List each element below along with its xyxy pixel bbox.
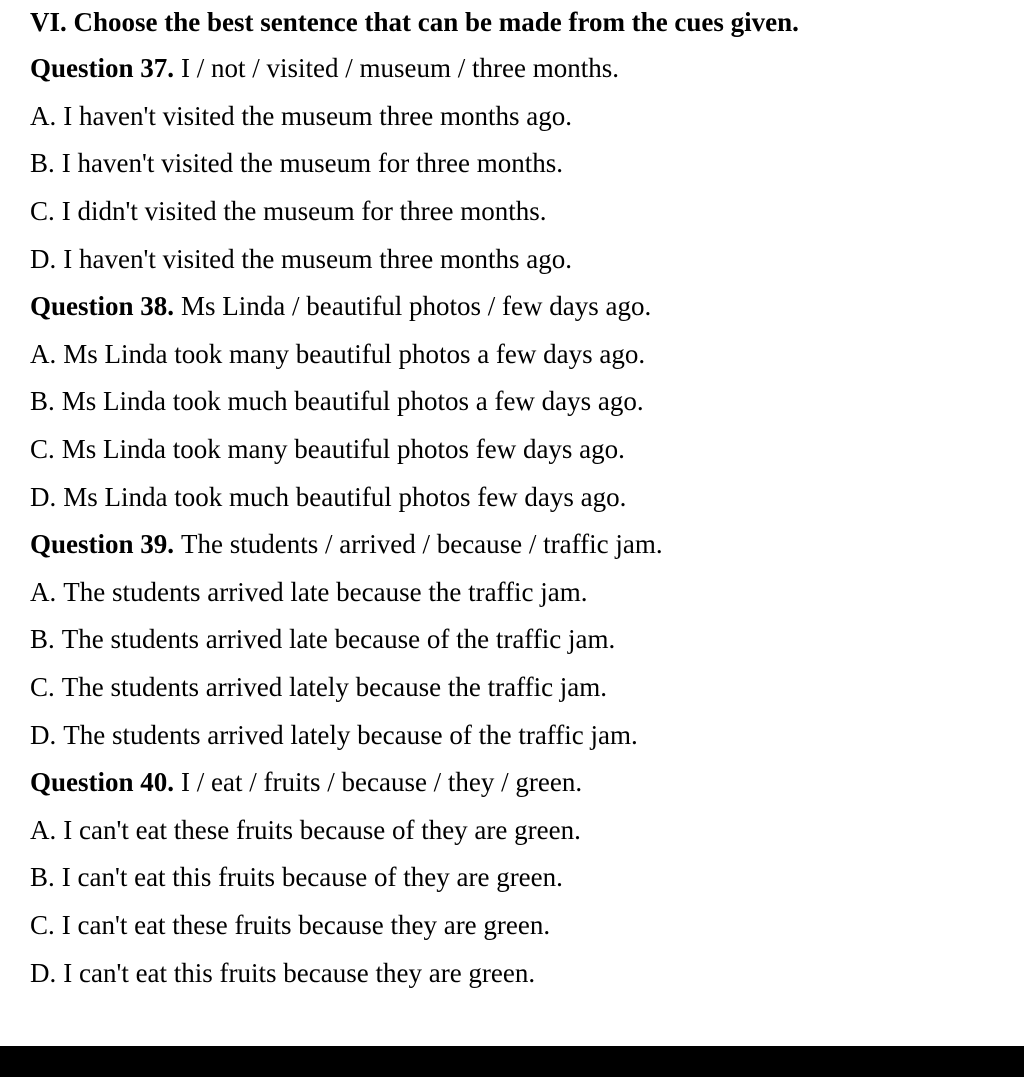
option-letter: D.	[30, 957, 57, 988]
option-letter: D.	[30, 243, 57, 274]
option-letter: A.	[30, 100, 57, 131]
option-c[interactable]	[30, 664, 1010, 712]
question-cue: I / not / visited / museum / three months.	[181, 53, 619, 84]
question-cue: The students / arrived / because / traffic jam.	[181, 529, 663, 560]
worksheet	[30, 0, 1010, 997]
option-text: I can't eat these fruits because of they are green.	[63, 814, 581, 845]
option-text: I didn't visited the museum for three months.	[61, 196, 547, 227]
option-d[interactable]	[30, 235, 1010, 283]
option-text: Ms Linda took many beautiful photos a few days ago.	[63, 338, 646, 369]
option-a[interactable]	[30, 807, 1010, 855]
option-text: I haven't visited the museum three months ago.	[63, 243, 573, 274]
option-letter: B.	[30, 862, 55, 893]
option-letter: C.	[30, 434, 55, 465]
option-a[interactable]	[30, 569, 1010, 617]
option-text: I can't eat this fruits because of they are green.	[61, 862, 563, 893]
option-text: The students arrived lately because of the traffic jam.	[63, 719, 638, 750]
option-letter: C.	[30, 909, 55, 940]
option-text: The students arrived late because the traffic jam.	[63, 576, 588, 607]
question-38	[30, 283, 1010, 331]
option-c[interactable]	[30, 426, 1010, 474]
option-letter: A.	[30, 576, 57, 607]
option-text: The students arrived lately because the traffic jam.	[61, 672, 608, 703]
option-c[interactable]	[30, 902, 1010, 950]
option-letter: D.	[30, 719, 57, 750]
option-c[interactable]	[30, 188, 1010, 236]
option-text: Ms Linda took much beautiful photos few days ago.	[63, 481, 627, 512]
option-b[interactable]	[30, 616, 1010, 664]
option-letter: B.	[30, 386, 55, 417]
option-letter: B.	[30, 624, 55, 655]
option-letter: C.	[30, 672, 55, 703]
question-39	[30, 521, 1010, 569]
option-text: I can't eat these fruits because they are green.	[61, 909, 551, 940]
question-label: Question 40.	[30, 767, 175, 798]
option-letter: B.	[30, 148, 55, 179]
option-letter: A.	[30, 338, 57, 369]
option-text: Ms Linda took many beautiful photos few days ago.	[61, 434, 625, 465]
question-label: Question 38.	[30, 291, 175, 322]
option-letter: A.	[30, 814, 57, 845]
option-d[interactable]	[30, 949, 1010, 997]
option-a[interactable]	[30, 331, 1010, 379]
option-d[interactable]	[30, 711, 1010, 759]
question-cue: Ms Linda / beautiful photos / few days ago.	[181, 291, 652, 322]
option-b[interactable]	[30, 378, 1010, 426]
option-text: Ms Linda took much beautiful photos a few days ago.	[61, 386, 644, 417]
question-label: Question 39.	[30, 529, 175, 560]
option-b[interactable]	[30, 140, 1010, 188]
option-text: I haven't visited the museum for three months.	[61, 148, 564, 179]
question-label: Question 37.	[30, 53, 175, 84]
bottom-black-bar	[0, 1046, 1024, 1077]
option-letter: C.	[30, 196, 55, 227]
question-40	[30, 759, 1010, 807]
option-text: I haven't visited the museum three months ago.	[63, 100, 573, 131]
option-d[interactable]	[30, 473, 1010, 521]
section-heading: VI. Choose the best sentence that can be made from the cues given.	[30, 7, 799, 37]
option-text: I can't eat this fruits because they are green.	[63, 957, 536, 988]
question-cue: I / eat / fruits / because / they / green.	[181, 767, 583, 798]
option-letter: D.	[30, 481, 57, 512]
option-a[interactable]	[30, 93, 1010, 141]
option-b[interactable]	[30, 854, 1010, 902]
option-text: The students arrived late because of the traffic jam.	[61, 624, 616, 655]
question-37	[30, 45, 1010, 93]
